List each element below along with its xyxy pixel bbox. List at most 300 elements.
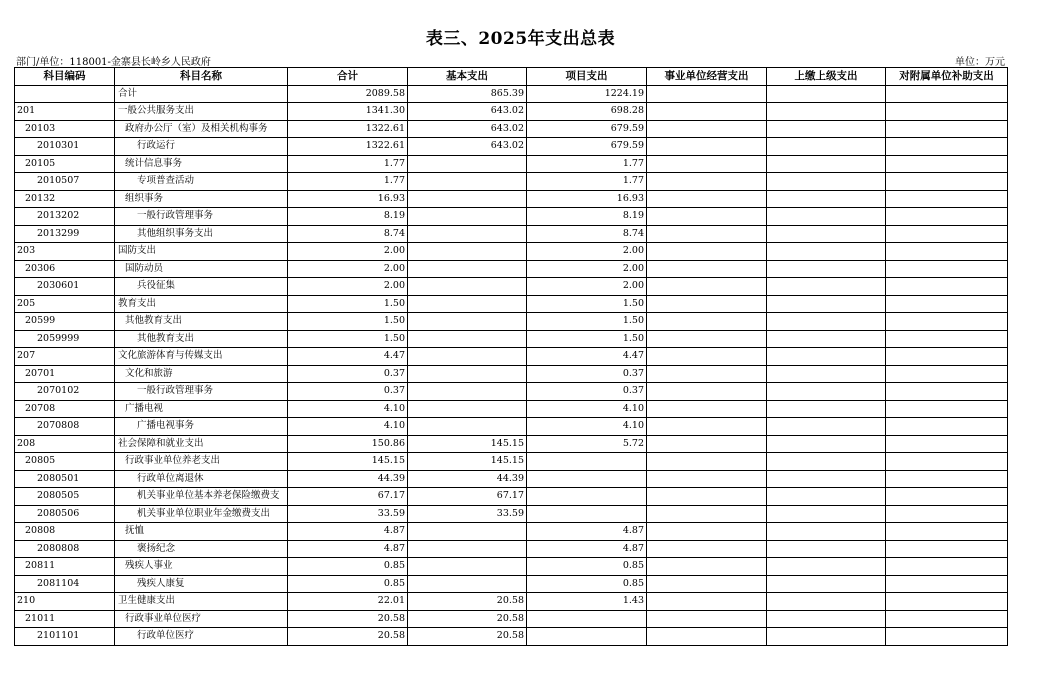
basic-cell: 145.15 xyxy=(408,435,527,453)
code-cell: 20306 xyxy=(15,260,115,278)
code-cell: 203 xyxy=(15,243,115,261)
total-cell: 0.85 xyxy=(288,558,408,576)
remit-cell xyxy=(767,628,886,646)
business-cell xyxy=(647,628,767,646)
table-row xyxy=(15,243,1008,261)
code-cell: 2101101 xyxy=(15,628,115,646)
subsidy-cell xyxy=(886,260,1008,278)
total-cell: 4.87 xyxy=(288,523,408,541)
table-row xyxy=(15,173,1008,191)
code-cell: 2013202 xyxy=(15,208,115,226)
business-cell xyxy=(647,488,767,506)
subsidy-cell xyxy=(886,85,1008,103)
table-row xyxy=(15,523,1008,541)
business-cell xyxy=(647,190,767,208)
name-cell: 残疾人康复 xyxy=(115,575,288,593)
code-cell: 20701 xyxy=(15,365,115,383)
basic-cell xyxy=(408,208,527,226)
name-cell: 兵役征集 xyxy=(115,278,288,296)
basic-cell xyxy=(408,243,527,261)
business-cell xyxy=(647,610,767,628)
subsidy-cell xyxy=(886,173,1008,191)
subsidy-cell xyxy=(886,575,1008,593)
code-cell: 2070102 xyxy=(15,383,115,401)
subsidy-cell xyxy=(886,418,1008,436)
subsidy-cell xyxy=(886,435,1008,453)
project-cell xyxy=(527,488,647,506)
remit-cell xyxy=(767,330,886,348)
basic-cell xyxy=(408,190,527,208)
total-cell: 67.17 xyxy=(288,488,408,506)
subsidy-cell xyxy=(886,243,1008,261)
code-cell: 20105 xyxy=(15,155,115,173)
total-cell: 2.00 xyxy=(288,243,408,261)
name-cell: 行政单位医疗 xyxy=(115,628,288,646)
business-cell xyxy=(647,155,767,173)
business-cell xyxy=(647,523,767,541)
name-cell: 机关事业单位职业年金缴费支出 xyxy=(115,505,288,523)
project-cell: 0.37 xyxy=(527,365,647,383)
name-cell: 文化和旅游 xyxy=(115,365,288,383)
code-cell: 20103 xyxy=(15,120,115,138)
subsidy-cell xyxy=(886,138,1008,156)
basic-cell: 20.58 xyxy=(408,593,527,611)
subsidy-cell xyxy=(886,558,1008,576)
project-cell: 8.19 xyxy=(527,208,647,226)
business-cell xyxy=(647,575,767,593)
business-cell xyxy=(647,208,767,226)
table-row xyxy=(15,313,1008,331)
code-cell: 2080808 xyxy=(15,540,115,558)
unit-label: 单位：万元 xyxy=(955,57,1005,68)
code-cell: 205 xyxy=(15,295,115,313)
name-cell: 行政事业单位医疗 xyxy=(115,610,288,628)
code-cell: 210 xyxy=(15,593,115,611)
remit-cell xyxy=(767,540,886,558)
business-cell xyxy=(647,365,767,383)
basic-cell xyxy=(408,575,527,593)
name-cell: 社会保障和就业支出 xyxy=(115,435,288,453)
project-cell: 0.37 xyxy=(527,383,647,401)
name-cell: 文化旅游体育与传媒支出 xyxy=(115,348,288,366)
remit-cell xyxy=(767,85,886,103)
project-cell xyxy=(527,470,647,488)
business-cell xyxy=(647,313,767,331)
business-cell xyxy=(647,138,767,156)
total-cell: 0.85 xyxy=(288,575,408,593)
code-cell: 2081104 xyxy=(15,575,115,593)
basic-cell xyxy=(408,260,527,278)
business-cell xyxy=(647,243,767,261)
basic-cell: 643.02 xyxy=(408,138,527,156)
subsidy-cell xyxy=(886,383,1008,401)
subsidy-cell xyxy=(886,453,1008,471)
total-cell: 145.15 xyxy=(288,453,408,471)
table-row xyxy=(15,260,1008,278)
table-row xyxy=(15,418,1008,436)
project-cell: 0.85 xyxy=(527,558,647,576)
business-cell xyxy=(647,418,767,436)
name-cell: 其他教育支出 xyxy=(115,313,288,331)
total-cell: 22.01 xyxy=(288,593,408,611)
name-cell: 国防支出 xyxy=(115,243,288,261)
project-cell: 679.59 xyxy=(527,138,647,156)
subsidy-cell xyxy=(886,278,1008,296)
basic-cell: 20.58 xyxy=(408,610,527,628)
basic-cell: 33.59 xyxy=(408,505,527,523)
code-cell: 20708 xyxy=(15,400,115,418)
name-cell: 一般行政管理事务 xyxy=(115,383,288,401)
header-business: 事业单位经营支出 xyxy=(647,68,767,86)
total-cell: 8.74 xyxy=(288,225,408,243)
header-project: 项目支出 xyxy=(527,68,647,86)
business-cell xyxy=(647,348,767,366)
table-row xyxy=(15,103,1008,121)
basic-cell xyxy=(408,523,527,541)
project-cell: 5.72 xyxy=(527,435,647,453)
code-cell: 2070808 xyxy=(15,418,115,436)
table-row xyxy=(15,505,1008,523)
code-cell: 2013299 xyxy=(15,225,115,243)
total-cell: 1341.30 xyxy=(288,103,408,121)
code-cell xyxy=(15,85,115,103)
name-cell: 国防动员 xyxy=(115,260,288,278)
code-cell: 2030601 xyxy=(15,278,115,296)
project-cell xyxy=(527,610,647,628)
table-row xyxy=(15,540,1008,558)
total-cell: 150.86 xyxy=(288,435,408,453)
basic-cell xyxy=(408,313,527,331)
total-cell: 0.37 xyxy=(288,365,408,383)
subsidy-cell xyxy=(886,488,1008,506)
subsidy-cell xyxy=(886,593,1008,611)
table-row xyxy=(15,225,1008,243)
table-row xyxy=(15,85,1008,103)
total-cell: 4.47 xyxy=(288,348,408,366)
business-cell xyxy=(647,120,767,138)
remit-cell xyxy=(767,155,886,173)
business-cell xyxy=(647,260,767,278)
name-cell: 广播电视事务 xyxy=(115,418,288,436)
project-cell: 679.59 xyxy=(527,120,647,138)
remit-cell xyxy=(767,208,886,226)
table-row xyxy=(15,190,1008,208)
total-cell: 1.50 xyxy=(288,295,408,313)
basic-cell xyxy=(408,400,527,418)
remit-cell xyxy=(767,523,886,541)
remit-cell xyxy=(767,243,886,261)
code-cell: 21011 xyxy=(15,610,115,628)
name-cell: 一般公共服务支出 xyxy=(115,103,288,121)
business-cell xyxy=(647,453,767,471)
subsidy-cell xyxy=(886,365,1008,383)
total-cell: 2.00 xyxy=(288,260,408,278)
table-row xyxy=(15,365,1008,383)
remit-cell xyxy=(767,488,886,506)
remit-cell xyxy=(767,383,886,401)
table-row xyxy=(15,435,1008,453)
remit-cell xyxy=(767,313,886,331)
basic-cell: 643.02 xyxy=(408,120,527,138)
remit-cell xyxy=(767,435,886,453)
table-row xyxy=(15,208,1008,226)
business-cell xyxy=(647,470,767,488)
total-cell: 4.10 xyxy=(288,418,408,436)
basic-cell xyxy=(408,540,527,558)
name-cell: 残疾人事业 xyxy=(115,558,288,576)
remit-cell xyxy=(767,260,886,278)
basic-cell xyxy=(408,418,527,436)
project-cell: 2.00 xyxy=(527,260,647,278)
total-cell: 1322.61 xyxy=(288,120,408,138)
basic-cell xyxy=(408,330,527,348)
subsidy-cell xyxy=(886,330,1008,348)
business-cell xyxy=(647,330,767,348)
header-name: 科目名称 xyxy=(115,68,288,86)
project-cell: 1.77 xyxy=(527,173,647,191)
total-cell: 1.77 xyxy=(288,155,408,173)
code-cell: 208 xyxy=(15,435,115,453)
table-row xyxy=(15,400,1008,418)
subsidy-cell xyxy=(886,348,1008,366)
subsidy-cell xyxy=(886,295,1008,313)
table-row xyxy=(15,610,1008,628)
business-cell xyxy=(647,540,767,558)
code-cell: 2010301 xyxy=(15,138,115,156)
total-cell: 1.50 xyxy=(288,313,408,331)
basic-cell: 145.15 xyxy=(408,453,527,471)
header-total: 合计 xyxy=(288,68,408,86)
basic-cell: 20.58 xyxy=(408,628,527,646)
total-cell: 2089.58 xyxy=(288,85,408,103)
total-cell: 0.37 xyxy=(288,383,408,401)
name-cell: 其他教育支出 xyxy=(115,330,288,348)
total-cell: 44.39 xyxy=(288,470,408,488)
subsidy-cell xyxy=(886,610,1008,628)
business-cell xyxy=(647,278,767,296)
basic-cell: 67.17 xyxy=(408,488,527,506)
basic-cell xyxy=(408,383,527,401)
project-cell: 1.50 xyxy=(527,295,647,313)
table-row xyxy=(15,593,1008,611)
remit-cell xyxy=(767,365,886,383)
code-cell: 2080501 xyxy=(15,470,115,488)
project-cell: 2.00 xyxy=(527,243,647,261)
table-row xyxy=(15,330,1008,348)
subsidy-cell xyxy=(886,155,1008,173)
subsidy-cell xyxy=(886,470,1008,488)
name-cell: 褒扬纪念 xyxy=(115,540,288,558)
code-cell: 20132 xyxy=(15,190,115,208)
header-remit: 上缴上级支出 xyxy=(767,68,886,86)
business-cell xyxy=(647,505,767,523)
project-cell: 2.00 xyxy=(527,278,647,296)
name-cell: 卫生健康支出 xyxy=(115,593,288,611)
total-cell: 4.87 xyxy=(288,540,408,558)
project-cell xyxy=(527,453,647,471)
page-title: 表三、2025年支出总表 xyxy=(425,29,616,49)
name-cell: 行政事业单位养老支出 xyxy=(115,453,288,471)
name-cell: 教育支出 xyxy=(115,295,288,313)
project-cell: 1.77 xyxy=(527,155,647,173)
name-cell: 抚恤 xyxy=(115,523,288,541)
project-cell: 4.87 xyxy=(527,523,647,541)
table-row xyxy=(15,295,1008,313)
remit-cell xyxy=(767,348,886,366)
remit-cell xyxy=(767,610,886,628)
business-cell xyxy=(647,225,767,243)
project-cell: 698.28 xyxy=(527,103,647,121)
code-cell: 2059999 xyxy=(15,330,115,348)
subsidy-cell xyxy=(886,628,1008,646)
subsidy-cell xyxy=(886,225,1008,243)
header-row xyxy=(15,68,1008,86)
name-cell: 统计信息事务 xyxy=(115,155,288,173)
total-cell: 16.93 xyxy=(288,190,408,208)
header-basic: 基本支出 xyxy=(408,68,527,86)
code-cell: 2010507 xyxy=(15,173,115,191)
basic-cell: 44.39 xyxy=(408,470,527,488)
basic-cell xyxy=(408,173,527,191)
remit-cell xyxy=(767,120,886,138)
project-cell: 8.74 xyxy=(527,225,647,243)
total-cell: 33.59 xyxy=(288,505,408,523)
name-cell: 行政单位离退休 xyxy=(115,470,288,488)
subsidy-cell xyxy=(886,523,1008,541)
code-cell: 20805 xyxy=(15,453,115,471)
total-cell: 2.00 xyxy=(288,278,408,296)
code-cell: 201 xyxy=(15,103,115,121)
project-cell: 1.50 xyxy=(527,313,647,331)
total-cell: 1.77 xyxy=(288,173,408,191)
business-cell xyxy=(647,435,767,453)
table-row xyxy=(15,383,1008,401)
project-cell xyxy=(527,628,647,646)
subsidy-cell xyxy=(886,190,1008,208)
code-cell: 2080505 xyxy=(15,488,115,506)
project-cell: 4.87 xyxy=(527,540,647,558)
business-cell xyxy=(647,85,767,103)
subsidy-cell xyxy=(886,313,1008,331)
total-cell: 4.10 xyxy=(288,400,408,418)
total-cell: 20.58 xyxy=(288,610,408,628)
table-row xyxy=(15,138,1008,156)
table-row xyxy=(15,628,1008,646)
subsidy-cell xyxy=(886,400,1008,418)
name-cell: 广播电视 xyxy=(115,400,288,418)
table-row xyxy=(15,348,1008,366)
project-cell: 1.43 xyxy=(527,593,647,611)
name-cell: 其他组织事务支出 xyxy=(115,225,288,243)
business-cell xyxy=(647,558,767,576)
remit-cell xyxy=(767,278,886,296)
remit-cell xyxy=(767,190,886,208)
basic-cell: 865.39 xyxy=(408,85,527,103)
table-row xyxy=(15,278,1008,296)
code-cell: 20599 xyxy=(15,313,115,331)
table-row xyxy=(15,575,1008,593)
table-row xyxy=(15,488,1008,506)
remit-cell xyxy=(767,295,886,313)
subsidy-cell xyxy=(886,208,1008,226)
project-cell: 1.50 xyxy=(527,330,647,348)
business-cell xyxy=(647,295,767,313)
code-cell: 207 xyxy=(15,348,115,366)
business-cell xyxy=(647,103,767,121)
remit-cell xyxy=(767,418,886,436)
remit-cell xyxy=(767,173,886,191)
table-row xyxy=(15,120,1008,138)
project-cell: 16.93 xyxy=(527,190,647,208)
subsidy-cell xyxy=(886,103,1008,121)
basic-cell xyxy=(408,348,527,366)
expenditure-table xyxy=(14,67,1008,646)
total-cell: 1322.61 xyxy=(288,138,408,156)
subsidy-cell xyxy=(886,540,1008,558)
name-cell: 政府办公厅（室）及相关机构事务 xyxy=(115,120,288,138)
subsidy-cell xyxy=(886,505,1008,523)
total-cell: 1.50 xyxy=(288,330,408,348)
business-cell xyxy=(647,400,767,418)
remit-cell xyxy=(767,138,886,156)
table-row xyxy=(15,470,1008,488)
basic-cell xyxy=(408,155,527,173)
remit-cell xyxy=(767,575,886,593)
total-cell: 20.58 xyxy=(288,628,408,646)
basic-cell xyxy=(408,295,527,313)
table-row xyxy=(15,558,1008,576)
remit-cell xyxy=(767,225,886,243)
table-row xyxy=(15,155,1008,173)
header-subsidy: 对附属单位补助支出 xyxy=(886,68,1008,86)
project-cell: 4.10 xyxy=(527,400,647,418)
remit-cell xyxy=(767,558,886,576)
code-cell: 20811 xyxy=(15,558,115,576)
project-cell: 4.10 xyxy=(527,418,647,436)
basic-cell xyxy=(408,225,527,243)
name-cell: 行政运行 xyxy=(115,138,288,156)
basic-cell xyxy=(408,558,527,576)
basic-cell: 643.02 xyxy=(408,103,527,121)
code-cell: 2080506 xyxy=(15,505,115,523)
name-cell: 合计 xyxy=(115,85,288,103)
name-cell: 专项普查活动 xyxy=(115,173,288,191)
project-cell: 0.85 xyxy=(527,575,647,593)
code-cell: 20808 xyxy=(15,523,115,541)
business-cell xyxy=(647,383,767,401)
name-cell: 一般行政管理事务 xyxy=(115,208,288,226)
project-cell: 4.47 xyxy=(527,348,647,366)
business-cell xyxy=(647,593,767,611)
subsidy-cell xyxy=(886,120,1008,138)
name-cell: 机关事业单位基本养老保险缴费支 xyxy=(115,488,288,506)
basic-cell xyxy=(408,365,527,383)
department-label: 部门/单位：118001-金寨县长岭乡人民政府 xyxy=(16,57,211,68)
header-code: 科目编码 xyxy=(15,68,115,86)
remit-cell xyxy=(767,103,886,121)
project-cell xyxy=(527,505,647,523)
remit-cell xyxy=(767,470,886,488)
project-cell: 1224.19 xyxy=(527,85,647,103)
total-cell: 8.19 xyxy=(288,208,408,226)
remit-cell xyxy=(767,453,886,471)
remit-cell xyxy=(767,505,886,523)
business-cell xyxy=(647,173,767,191)
remit-cell xyxy=(767,593,886,611)
basic-cell xyxy=(408,278,527,296)
remit-cell xyxy=(767,400,886,418)
name-cell: 组织事务 xyxy=(115,190,288,208)
